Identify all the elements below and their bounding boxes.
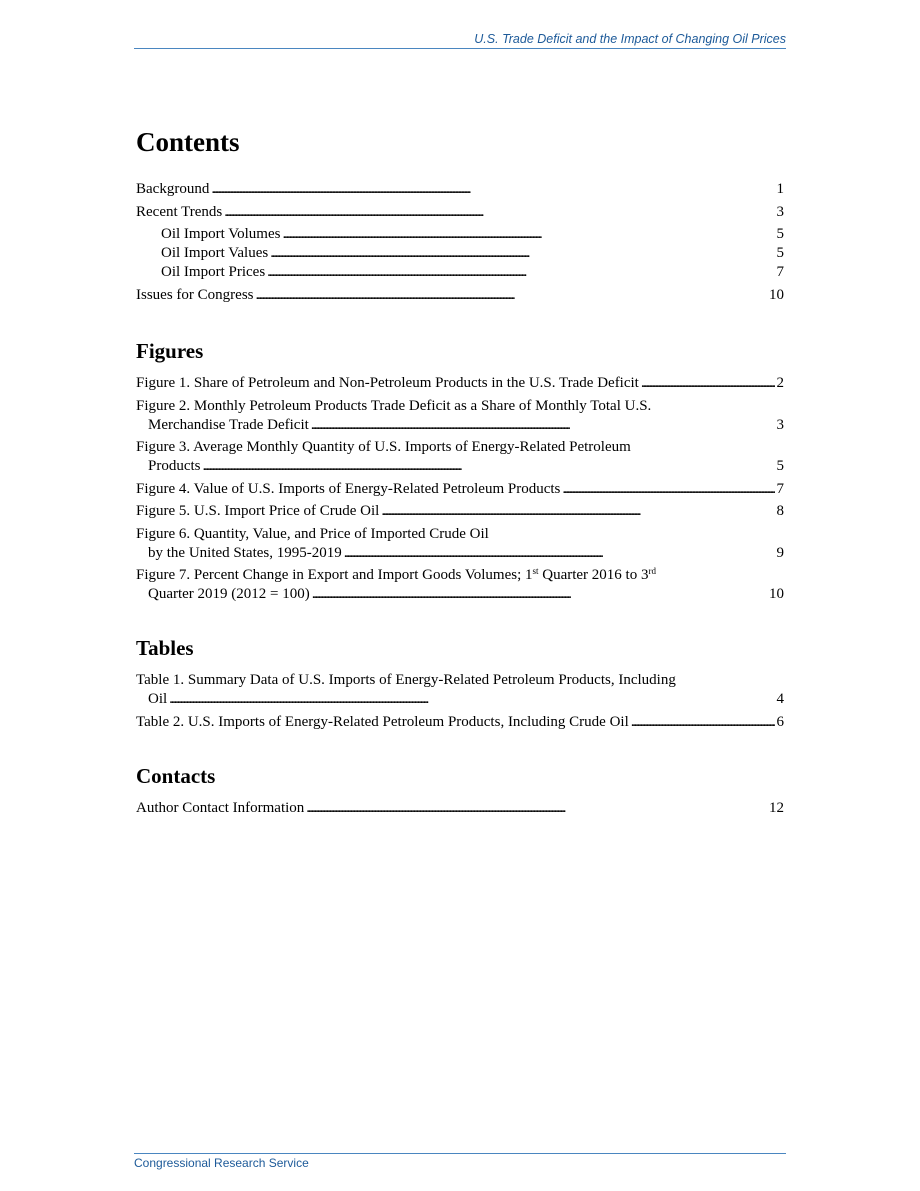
toc-entry-text-line1: Figure 3. Average Monthly Quantity of U.S. Imports of Energy-Related Petroleum <box>136 439 631 456</box>
dot-leader <box>311 416 775 435</box>
toc-entry-text: Oil Import Values <box>161 245 269 262</box>
table-of-contents <box>136 126 784 850</box>
dot-leader <box>169 690 774 709</box>
figures-section <box>136 339 784 604</box>
toc-entry-page: 5 <box>776 458 784 475</box>
toc-entry-text: Issues for Congress <box>136 286 254 303</box>
toc-entry-text: Figure 1. Share of Petroleum and Non-Petroleum Products in the U.S. Trade Deficit <box>136 375 639 392</box>
contacts-heading: Contacts <box>136 763 216 788</box>
dot-leader <box>381 502 774 521</box>
toc-entry-text-line2: Oil <box>148 691 168 708</box>
toc-entry-background[interactable] <box>136 180 784 199</box>
toc-entry-issues-for-congress[interactable] <box>136 286 784 305</box>
dot-leader <box>344 544 775 563</box>
figure-7-text-a: Figure 7. Percent Change in Export and Import Goods Volumes; 1 <box>136 567 533 584</box>
toc-entry-text-line2: Quarter 2019 (2012 = 100) <box>148 586 310 603</box>
toc-entry-text: Oil Import Prices <box>161 264 266 281</box>
dot-leader <box>306 799 767 818</box>
toc-entry-page: 3 <box>776 416 784 433</box>
toc-entry-text-line1: Figure 6. Quantity, Value, and Price of Imported Crude Oil <box>136 525 489 542</box>
toc-entry-page: 9 <box>776 544 784 561</box>
contents-heading: Contents <box>136 127 240 157</box>
dot-leader <box>256 286 768 305</box>
toc-entry-oil-import-values[interactable] <box>136 244 784 263</box>
toc-entry-recent-trends[interactable] <box>136 203 784 222</box>
toc-entry-text-line1 <box>136 566 784 585</box>
toc-entry-text: Author Contact Information <box>136 799 305 816</box>
tables-section <box>136 636 784 732</box>
toc-entry-page: 10 <box>769 286 784 303</box>
tables-heading: Tables <box>136 636 194 661</box>
toc-entry-figure-1[interactable] <box>136 374 784 393</box>
toc-entry-text: Oil Import Volumes <box>161 226 281 243</box>
toc-entry-table-1[interactable] <box>136 671 784 709</box>
toc-entry-text: Figure 4. Value of U.S. Imports of Energy-Related Petroleum Products <box>136 480 561 497</box>
toc-entry-text: Background <box>136 181 210 198</box>
running-footer <box>134 1153 786 1170</box>
toc-entry-page: 4 <box>776 691 784 708</box>
toc-entry-page: 7 <box>776 264 784 281</box>
toc-entry-figure-5[interactable] <box>136 502 784 521</box>
dot-leader <box>562 480 774 499</box>
toc-entry-page: 12 <box>769 799 784 816</box>
figures-heading: Figures <box>136 338 204 363</box>
toc-entry-figure-4[interactable] <box>136 480 784 499</box>
toc-entry-oil-import-volumes[interactable] <box>136 225 784 244</box>
contents-section <box>136 126 784 305</box>
dot-leader <box>631 713 775 732</box>
toc-entry-page: 7 <box>776 480 784 497</box>
figure-7-text-b: Quarter 2016 to 3 <box>538 567 649 584</box>
toc-entry-figure-6[interactable] <box>136 525 784 563</box>
dot-leader <box>282 225 774 244</box>
toc-entry-author-contact[interactable] <box>136 799 784 818</box>
toc-entry-page: 8 <box>776 503 784 520</box>
dot-leader <box>267 263 774 282</box>
toc-entry-page: 1 <box>776 181 784 198</box>
toc-entry-page: 10 <box>769 586 784 603</box>
toc-entry-figure-3[interactable] <box>136 438 784 476</box>
dot-leader <box>211 180 774 199</box>
toc-entry-text: Figure 5. U.S. Import Price of Crude Oil <box>136 503 380 520</box>
toc-entry-text-line2: Merchandise Trade Deficit <box>148 416 309 433</box>
toc-entry-figure-2[interactable] <box>136 397 784 435</box>
toc-entry-text: Table 2. U.S. Imports of Energy-Related Petroleum Products, Including Crude Oil <box>136 713 629 730</box>
toc-entry-text-line1: Figure 2. Monthly Petroleum Products Trade Deficit as a Share of Monthly Total U.S. <box>136 397 652 414</box>
toc-entry-page: 5 <box>776 226 784 243</box>
toc-entry-page: 6 <box>776 713 784 730</box>
dot-leader <box>224 203 774 222</box>
dot-leader <box>641 374 775 393</box>
figure-7-ordinal-2: rd <box>648 566 656 577</box>
toc-entry-text-line2: by the United States, 1995-2019 <box>148 544 342 561</box>
dot-leader <box>270 244 774 263</box>
dot-leader <box>312 585 767 604</box>
footer-organization: Congressional Research Service <box>134 1156 309 1170</box>
toc-entry-page: 2 <box>776 375 784 392</box>
toc-entry-page: 5 <box>776 245 784 262</box>
running-header-title: U.S. Trade Deficit and the Impact of Changing Oil Prices <box>474 32 786 46</box>
toc-entry-page: 3 <box>776 203 784 220</box>
toc-entry-text-line1: Table 1. Summary Data of U.S. Imports of Energy-Related Petroleum Products, Including <box>136 672 676 689</box>
dot-leader <box>203 457 775 476</box>
figure-7-ordinal-1: st <box>532 566 539 577</box>
toc-entry-figure-7[interactable] <box>136 566 784 604</box>
contacts-section <box>136 764 784 818</box>
toc-entry-table-2[interactable] <box>136 713 784 732</box>
running-header <box>134 32 786 49</box>
toc-entry-text: Recent Trends <box>136 203 223 220</box>
toc-entry-text-line2: Products <box>148 458 201 475</box>
toc-entry-oil-import-prices[interactable] <box>136 263 784 282</box>
